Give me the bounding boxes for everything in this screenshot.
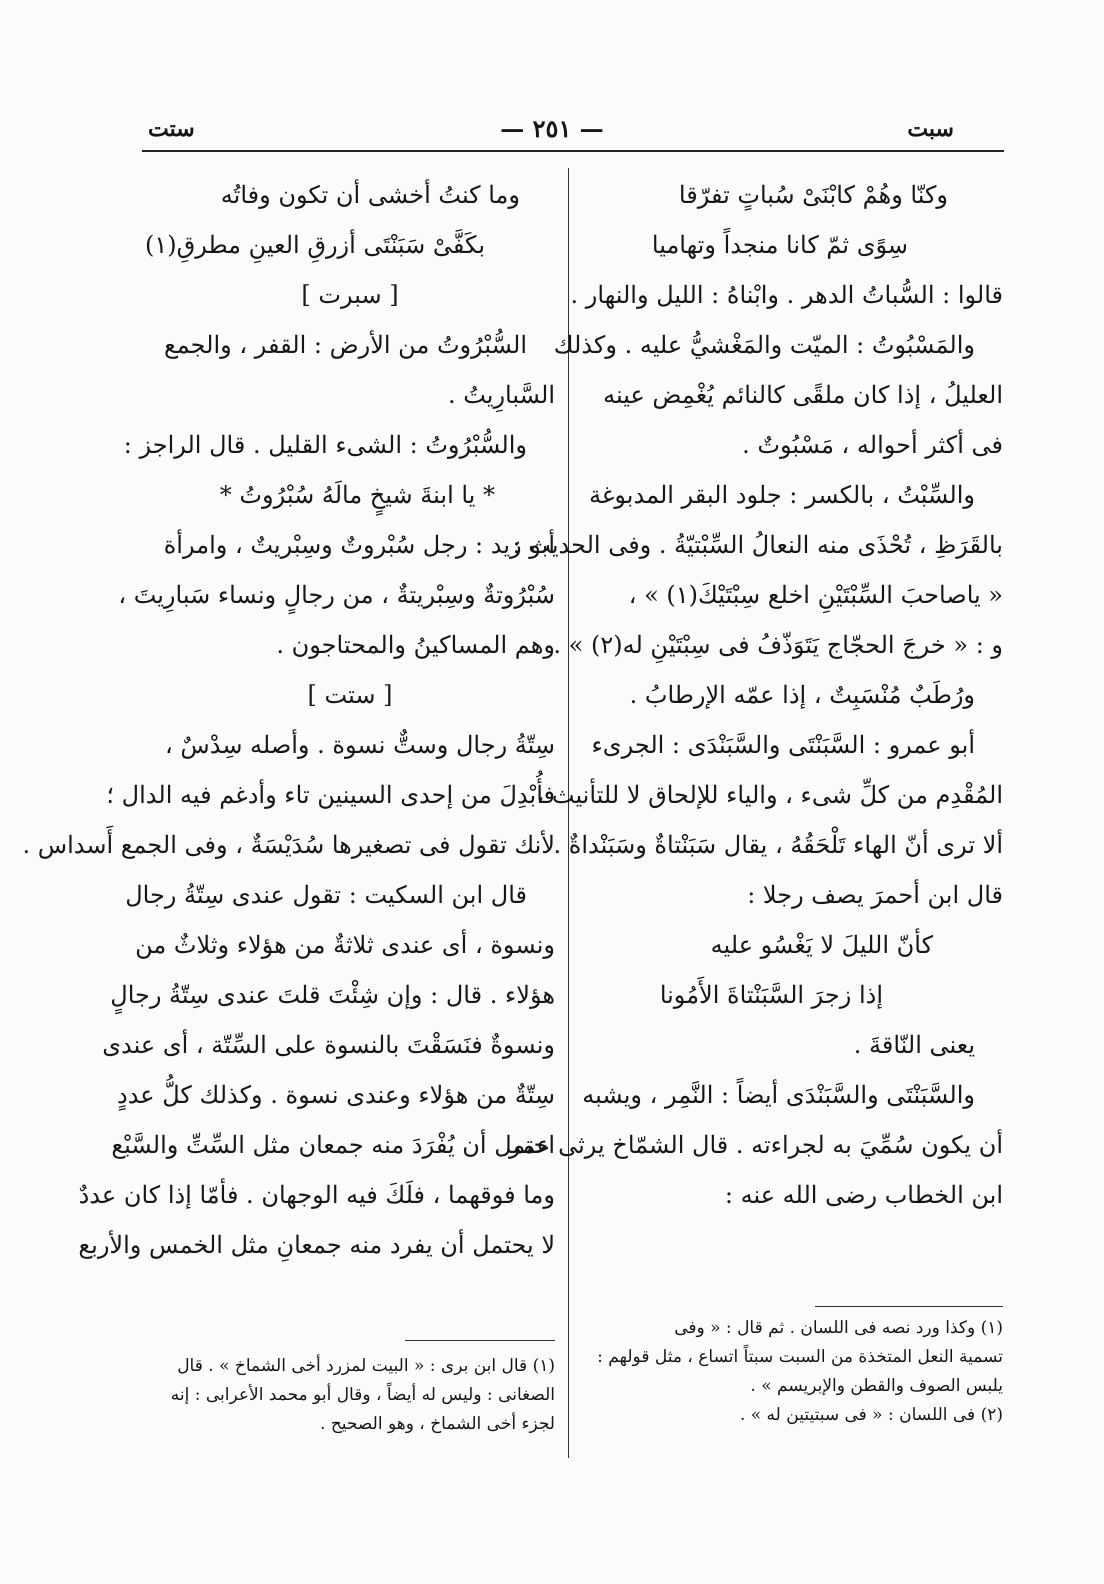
text-line: قال ابن السكيت : تقول عندى سِتّةُ رجال — [125, 881, 527, 909]
text-line: المُقْدِم من كلِّ شىء ، والياء للإلحاق لا للتأنيث ، — [536, 781, 1003, 809]
footnote-line: تسمية النعل المتخذة من السبت سبتاً اتساع ، مثل قولهم : — [597, 1347, 1003, 1367]
verse-line: إذا زجرَ السَّبَنْتاةَ الأَمُونا — [659, 981, 883, 1009]
text-line: قال ابن أحمرَ يصف رجلا : — [747, 881, 1003, 909]
right-column — [509, 170, 1003, 1220]
text-line: يعنى النّاقةَ . — [853, 1031, 975, 1059]
text-line: أبو عمرو : السَّبَنْتَى والسَّبَنْدَى : الجرىء — [591, 731, 975, 759]
page-number: — ٢٥١ — — [500, 114, 604, 143]
footnote-rule — [815, 1306, 1003, 1307]
text-line: ونسوةٌ فنَسَقْتَ بالنسوة على السِّتّة ، أى عندى — [102, 1031, 555, 1059]
verse-line: * يا ابنةَ شيخٍ مالَهُ سُبْرُوتُ * — [219, 481, 495, 509]
text-line: احتمل أن يُفْرَدَ منه جمعان مثل السِّتِّ والسَّبْع — [111, 1131, 555, 1159]
text-line: والسَّبَنْتَى والسَّبَنْدَى أيضاً : النَّمِر ، ويشبه — [582, 1081, 975, 1109]
verse-line: كأنّ الليلَ لا يَغْسُو عليه — [710, 931, 933, 959]
footnote-rule — [405, 1340, 555, 1341]
text-line: السُّبْرُوتُ من الأرض : القفر ، والجمع — [164, 331, 527, 359]
footnote-line: الصغانى : وليس له أيضاً ، وقال أبو محمد الأعرابى : إنه — [170, 1385, 555, 1405]
text-line: سِتّةُ رجال وستٌّ نسوة . وأصله سِدْسٌ ، — [165, 731, 555, 759]
text-line: العليلُ ، إذا كان ملقًى كالنائم يُغْمِض عينه — [603, 381, 1003, 409]
text-line: والمَسْبُوتُ : الميّت والمَغْشيُّ عليه . وكذلك — [553, 331, 975, 359]
text-line: « ياصاحبَ السِّبْتَيْنِ اخلع سِبْتَيْكَ(١) » ، — [628, 581, 1003, 609]
text-line: فأُبْدِلَ من إحدى السينين تاء وأدغم فيه الدال ؛ — [106, 781, 555, 809]
text-line: سُبْرُوتةٌ وسِبْريتةٌ ، من رجالٍ ونساء سَبارِيتَ ، — [118, 581, 555, 609]
verse-line: وكنّا وهُمْ كابْنَىْ سُباتٍ تفرّقا — [678, 181, 948, 209]
header-rule — [142, 150, 1004, 152]
text-line: ابن الخطاب رضى الله عنه : — [724, 1181, 1003, 1209]
text-line: لا يحتمل أن يفرد منه جمعانِ مثل الخمس والأربع — [78, 1231, 555, 1259]
text-line: وما فوقهما ، فلَكَ فيه الوجهان . فأمّا إذا كان عددٌ — [78, 1181, 555, 1209]
text-line: و : « خرجَ الحجّاج يَتَوَذّفُ فى سِبْتَيْنِ له(٢) » . — [553, 631, 1003, 659]
footnote-line: يلبس الصوف والقطن والإبريسم » . — [750, 1376, 1003, 1396]
verse-line: سِوًى ثمّ كانا منجداً وتهاميا — [651, 231, 908, 259]
footnote-line: (٢) فى اللسان : « فى سبتيتين له » . — [739, 1405, 1003, 1425]
footnote-line: (١) قال ابن برى : « البيت لمزرد أخى الشماخ » . قال — [177, 1356, 555, 1376]
text-line: هؤلاء . قال : وإن شِئْتَ قلتَ عندى سِتّةُ رجالٍ — [110, 981, 555, 1009]
text-line: وهم المساكينُ والمحتاجون . — [276, 631, 555, 659]
text-line: قالوا : السُّباتُ الدهر . وابْناهُ : الليل والنهار . — [570, 281, 1003, 309]
entry-heading: [ ستت ] — [307, 681, 393, 709]
verse-line: بكَفَّىْ سَبَنْتَى أزرقِ العينِ مطرقِ(١) — [144, 231, 485, 259]
footnote-line: لجزء أخى الشماخ ، وهو الصحيح . — [320, 1414, 555, 1434]
text-line: ألا ترى أنّ الهاء تَلْحَقُهُ ، يقال سَبَنْتاةٌ وسَبَنْداةٌ . — [553, 831, 1003, 859]
running-head-left: ستت — [148, 116, 195, 142]
right-footnotes — [585, 1314, 1003, 1430]
left-column — [22, 170, 555, 1270]
entry-heading: [ سبرت ] — [301, 281, 399, 309]
text-line: أن يكون سُمِّيَ به لجراءته . قال الشمّاخ يرثى عمر — [509, 1131, 1003, 1159]
footnote-line: (١) وكذا ورد نصه فى اللسان . ثم قال : « وفى — [674, 1318, 1003, 1338]
text-line: ورُطَبٌ مُنْسَبِتٌ ، إذا عمّه الإرطابُ . — [629, 681, 975, 709]
text-line: والسِّبْتُ ، بالكسر : جلود البقر المدبوغة — [588, 481, 975, 509]
verse-line: وما كنتُ أخشى أن تكون وفاتُه — [220, 181, 520, 209]
running-head-right: سبت — [907, 116, 954, 142]
text-line: لأنك تقول فى تصغيرها سُدَيْسَةٌ ، وفى الجمع أَسداس . — [22, 831, 555, 859]
text-line: سِتّةٌ من هؤلاء وعندى نسوة . وكذلك كلُّ عددٍ — [117, 1081, 555, 1109]
text-line: السَّبارِيتُ . — [447, 381, 555, 409]
text-line: والسُّبْرُوتُ : الشىء القليل . قال الراجز : — [123, 431, 527, 459]
text-line: ونسوة ، أى عندى ثلاثةٌ من هؤلاء وثلاثٌ من — [135, 931, 555, 959]
text-line: بالقَرَظِ ، تُحْذَى منه النعالُ السِّبْتيّةُ . وفى الحديث : — [512, 531, 1003, 559]
text-line: فى أكثر أحواله ، مَسْبُوتٌ . — [742, 431, 1003, 459]
text-line: أبو زيد : رجل سُبْروتٌ وسِبْريتٌ ، وامرأة — [163, 531, 555, 559]
left-footnotes — [145, 1352, 555, 1439]
